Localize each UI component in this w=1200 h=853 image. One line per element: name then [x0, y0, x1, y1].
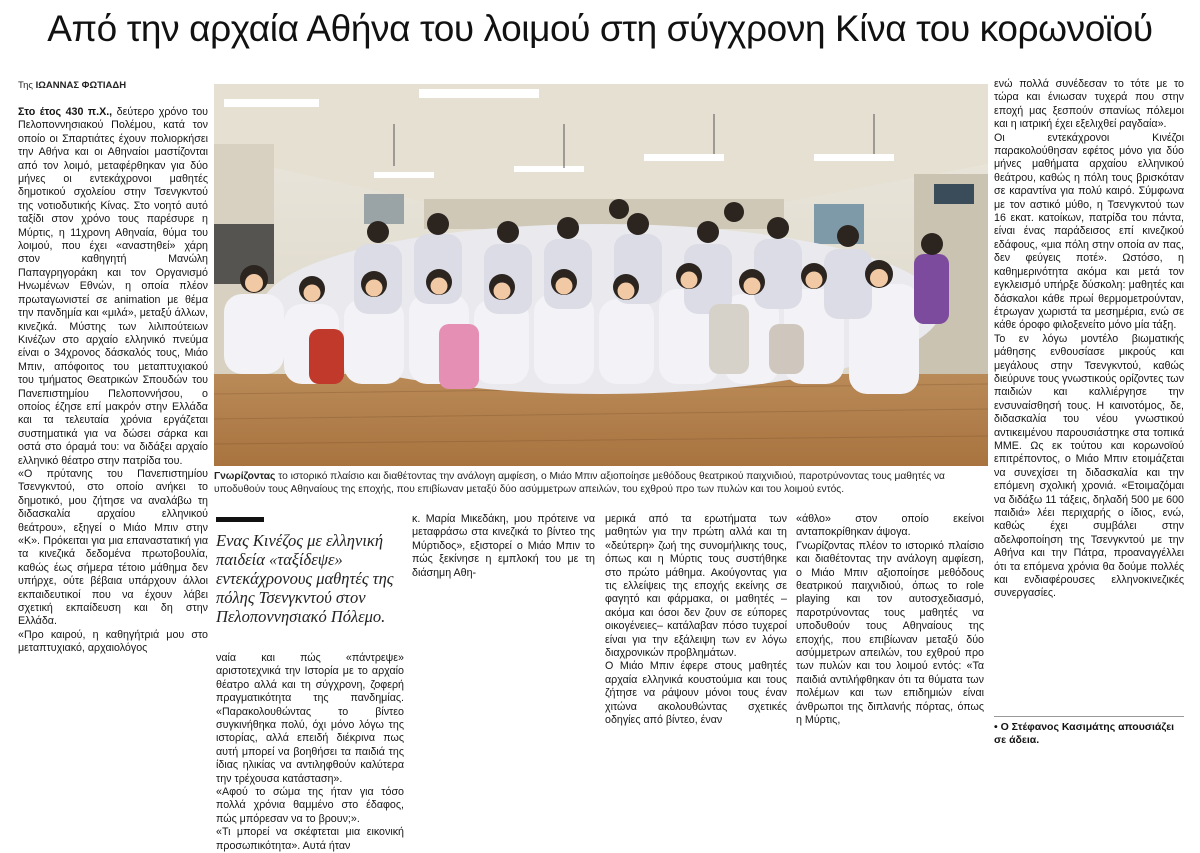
headline: Από την αρχαία Αθήνα του λοιμού στη σύγχρονη Κίνα του κορωνοϊού [47, 8, 1153, 49]
pullquote: Ενας Κινέζος με ελληνική παιδεία «ταξίδεψε» εντεκάχρονους μαθητές της πόλης Τσενγκντού στον Πελοποννησιακό Πόλεμο. [216, 531, 394, 626]
article-lead: Στο έτος 430 π.Χ., [18, 106, 113, 118]
byline-author: ΙΩΑΝΝΑΣ ΦΩΤΙΑΔΗ [35, 80, 127, 91]
article-photo [214, 84, 988, 466]
byline-prefix: Της [18, 80, 33, 91]
caption-lead: Γνωρίζοντας [214, 471, 276, 482]
article-column-2: ναία και πώς «πάντρεψε» αριστοτεχνικά την Ιστορία με το αρχαίο θέατρο αλλά και τη σύγχρονη, ζοφερή πραγματικότητα της πανδημίας. «Παρακολουθώντας το βίντεο συγκινήθηκα πολύ, όχι μόνο λόγω της ιστορίας, αλλά επειδή διέκρινα πως αυτή μπορεί να βοηθήσει τα παιδιά της ίδιας ηλικίας να αντιληφθούν καλύτερα την τρέχουσα κατάσταση». «Αφού το σώμα της ήταν για τόσο πολλά χρόνια θαμμένο στο έδαφος, πώς μπόρεσαν να το βρουν;». «Τι μπορεί να σκέφτεται μια εικονική προσωπικότητα». Αυτά ήταν [216, 652, 404, 852]
classroom-photo [214, 84, 988, 466]
byline [18, 80, 208, 91]
article-column-1 [18, 106, 208, 754]
signoff-note: • Ο Στέφανος Κασιμάτης απουσιάζει σε άδεια. [994, 716, 1184, 747]
article-column-4: «άθλο» στον οποίο εκείνοι ανταποκρίθηκαν άψογα. Γνωρίζοντας πλέον το ιστορικό πλαίσιο και διαθέτοντας την ανάλογη αμφίεση, ο Μιάο Μπιν αξιοποίησε μεθόδους θεατρικού παιχνιδιού, όπως το role playing και τον αυτοσχεδιασμό, παροτρύνοντας τους μαθητές να υποδυθούν τους Αθηναίους της εποχής, που επιβίωναν μεταξύ δύο ασύμμετρων απειλών, του εχθρού προ των πυλών και του λοιμού εντός: «Τα παιδιά αντιλήφθηκαν ότι τα θύματα των πολέμων και των επιδημιών είναι άνθρωποι της διπλανής πόρτας, όπως η Μύρτις, [796, 513, 984, 727]
article-column-1-text: δεύτερο χρόνο του Πελοποννησιακού Πολέμου, κατά τον οποίο οι Σπαρτιάτες έχουν πολιορκήσει την Αθήνα και οι Αθηναίοι μαστίζονται από τον λοιμό, μεταφέρθηκαν για δύο μήνες οι εντεκάχρονοι μαθητές δημοτικού σχολείου στην Τσενγκντού της νοτιοδυτικής Κίνας. Στο νοητό αυτό ταξίδι στον χρόνο τους παρέσυρε η Μύρτις, η 11χρονη Αθηναία, θύμα του λοιμού, που έχει «αναστηθεί» χάρη στον καθηγητή Μανώλη Παπαγρηγοράκη και τον Οργανισμό Ηνωμένων Εθνών, η οποία πλέον πρωταγωνιστεί σε animation με θέμα την πανδημία και «μιλά», μεταξύ άλλων, κινεζικά. Μύστης των λιλιπούτειων Κινέζων στο αρχαίο ελληνικό πνεύμα είναι ο 34χρονος δάσκαλός τους, Μιάο Μπιν, απόφοιτος του μεταπτυχιακού του τμήματος Θεατρικών Σπουδών του Πανεπιστημίου Πελοποννήσου, ο οποίος έζησε επί μακρόν στην Ελλάδα και τα τελευταία χρόνια εργάζεται συστηματικά για να δώσει σάρκα και οστά στο όραμά του: να διδάξει αρχαίο ελληνικό θέατρο στην πατρίδα του. «Ο πρύτανης του Πανεπιστημίου Τσενγκντού, στο οποίο ανήκει το δημοτικό, μου ζήτησε να αναλάβω τη διδασκαλία αρχαίου ελληνικού θεάτρου», εξηγεί ο Μιάο Μπιν στην «Κ». Πρόκειται για μια επαναστατική για τα κινεζικά δεδομένα πρωτοβουλία, καθώς έως σήμερα τέτοιο μάθημα δεν υπήρχε, ούτε βέβαια υπάρχουν άλλοι εκπαιδευτικοί που να έχουν λάβει σχετική εκπαίδευση και δη στην Ελλάδα. «Προ καιρού, η καθηγήτριά μου στο μεταπτυχιακό, αρχαιολόγος [18, 106, 208, 655]
pullquote-rule [216, 517, 264, 522]
caption-text: το ιστορικό πλαίσιο και διαθέτοντας την ανάλογη αμφίεση, ο Μιάο Μπιν αξιοποίησε μεθόδους θεατρικού παιχνιδιού, παροτρύνοντας τους μαθητές να υποδυθούν τους Αθηναίους της εποχής, που επιβίωναν μεταξύ δύο ασύμμετρων απειλών, του εχθρού προ των πυλών και του λοιμού εντός. [214, 471, 945, 495]
photo-caption [214, 470, 988, 496]
article-column-5: ενώ πολλά συνέδεσαν το τότε με το τώρα και ένιωσαν τυχερά που στην εποχή μας ξεσπούν σπανίως πόλεμοι και η ιατρική έχει εξελιχθεί ραγδαία». Οι εντεκάχρονοι Κινέζοι παρακολούθησαν εφέτος μόνο για δύο μήνες μαθήματα αρχαίου ελληνικού θεάτρου, καθώς η πόλη τους βρισκόταν σε καραντίνα για πολύ καιρό. Σύμφωνα με τον αστικό μύθο, η Τσενγκντού των 16 εκατ. κατοίκων, πατρίδα του πάντα, είναι ένας παράδεισος επί κινεζικού εδάφους, «μια πόλη στην οποία αν πας, δεν φεύγεις ποτέ». Ωστόσο, η καθημερινότητα ακόμα και μετά τον εγκλεισμό υπήρξε δύσκολη: μαθητές και δάσκαλοι κάθε πρωί θερμομετρούνταν, έτρωγαν χωριστά τα μεσημέρια, ενώ σε κάθε όροφο φιλοξενείτο μόνο μία τάξη. Το εν λόγω μοντέλο βιωματικής μάθησης ενθουσίασε μικρούς και μεγάλους στην Τσενγκντού, καθώς διεύρυνε τους γνωστικούς ορίζοντες των παιδιών και καλλιέργησε την ενσυναίσθησή τους. Η καινοτόμος, δε, διδασκαλία του νέου γνωστικού αντικειμένου παρουσιάστηκε στα τοπικά ΜΜΕ. Ως εκ τούτου και κορωνοϊού επιτρέποντος, ο Μιάο Μπιν ετοιμάζεται να συνεχίσει τη διδασκαλία και την επόμενη σχολική χρονιά. «Ετοιμαζόμαι να διδάξω 11 τάξεις, δηλαδή 500 με 600 παιδιά» λέει περιχαρής ο ίδιος, ενώ, καθώς έχει συμβάλει στην αδελφοποίηση της Τσενγκντού με την Αθήνα και την Πάτρα, προαναγγέλλει ότι τα επόμενα χρόνια θα δούμε πολλές και ενδιαφέρουσες ελληνοκινεζικές συνεργασίες. [994, 78, 1184, 600]
article-column-2-top: κ. Μαρία Μικεδάκη, μου πρότεινε να μεταφράσω στα κινεζικά το βίντεο της Μύρτιδος», εξιστορεί ο Μιάο Μπιν το πώς ξεκίνησε η εμπλοκή του με τη διάσημη Αθη- [412, 513, 595, 579]
article-column-3: μερικά από τα ερωτήματα των μαθητών για την πρώτη αλλά και τη «δεύτερη» ζωή της συνομήλικης τους, όπως και η Μύρτις τους συστήθηκε στο πρώτο μάθημα. Ακούγοντας για τις ελλείψεις της εποχής εκείνης σε φαγητό και φάρμακα, οι μαθητές –ακόμα και όσοι δεν ζουν σε εύπορες οικογένειες– κατάλαβαν πόσο τυχεροί είναι για την εξάλειψη των εν λόγω διαχρονικών προβλημάτων. Ο Μιάο Μπιν έφερε στους μαθητές αρχαία ελληνικά κουστούμια και τους ζήτησε να ράψουν μόνοι τους έναν χιτώνα ακολουθώντας σχετικές οδηγίες από βίντεο, έναν [605, 513, 787, 727]
